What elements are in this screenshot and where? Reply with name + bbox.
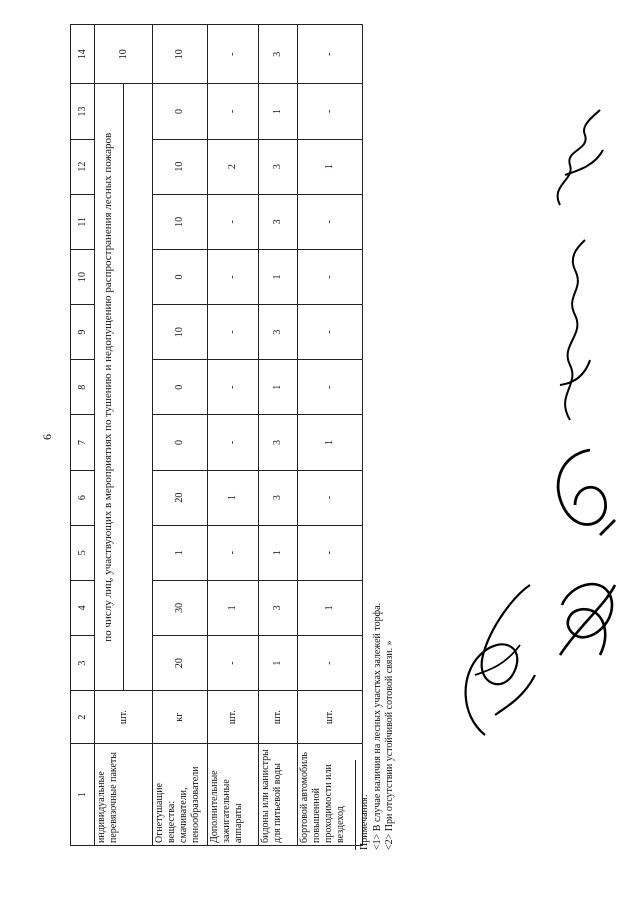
table-cell: 3 — [259, 305, 298, 360]
page-number: 6 — [40, 434, 54, 440]
empty-cell — [124, 84, 153, 691]
table-cell: 10 — [153, 194, 208, 249]
header-cell: 11 — [71, 194, 95, 249]
row-unit: шт. — [259, 691, 298, 744]
table-row — [259, 25, 298, 846]
equipment-table — [70, 24, 363, 846]
table-cell: 3 — [259, 194, 298, 249]
table-cell: 0 — [153, 249, 208, 304]
header-cell: 2 — [71, 691, 95, 744]
notes-title: Примечания: — [359, 794, 370, 850]
table-cell: 3 — [259, 25, 298, 84]
header-cell: 9 — [71, 305, 95, 360]
table-cell: 1 — [259, 525, 298, 580]
table-cell: 0 — [153, 415, 208, 470]
signature-1 — [455, 575, 545, 745]
signature-4 — [540, 235, 600, 425]
row-unit: кг — [153, 691, 208, 744]
header-cell: 5 — [71, 525, 95, 580]
table-cell: - — [208, 415, 259, 470]
table-cell: 3 — [259, 580, 298, 635]
table-cell: - — [208, 249, 259, 304]
table-cell: 1 — [208, 470, 259, 525]
signature-3 — [545, 440, 625, 550]
table-cell: - — [208, 305, 259, 360]
table-cell: 3 — [259, 139, 298, 194]
row-unit: шт. — [95, 691, 153, 744]
table-cell: - — [298, 305, 363, 360]
table-cell: 1 — [298, 415, 363, 470]
table-cell: 1 — [259, 635, 298, 690]
row-name: бортовой автомобиль повышенной проходимости или вездеход — [298, 744, 363, 846]
table-cell: - — [298, 194, 363, 249]
rotated-table-container — [70, 24, 356, 846]
row-name: Огнетушащие вещества: смачиватели, пенообразователи — [153, 744, 208, 846]
table-cell: 10 — [153, 25, 208, 84]
table-cell: 3 — [259, 470, 298, 525]
table-row — [208, 25, 259, 846]
table-cell: 1 — [153, 525, 208, 580]
table-cell: 10 — [153, 305, 208, 360]
row-name: Дополнительные зажигательные аппараты — [208, 744, 259, 846]
table-cell: 30 — [153, 580, 208, 635]
table-cell: - — [298, 25, 363, 84]
table-cell: - — [208, 25, 259, 84]
table-cell: 0 — [153, 360, 208, 415]
notes-divider — [355, 760, 356, 850]
header-row — [71, 25, 95, 846]
row-name: индивидуальные перевязочные пакеты — [95, 744, 153, 846]
signature-5 — [545, 105, 610, 215]
row-unit: шт. — [208, 691, 259, 744]
row-unit: шт. — [298, 691, 363, 744]
header-cell: 7 — [71, 415, 95, 470]
table-row — [153, 25, 208, 846]
table-row — [298, 25, 363, 846]
header-cell: 3 — [71, 635, 95, 690]
table-cell: 1 — [259, 249, 298, 304]
table-cell: 10 — [95, 25, 153, 84]
table-cell: 20 — [153, 635, 208, 690]
table-cell: - — [298, 84, 363, 139]
header-cell: 6 — [71, 470, 95, 525]
table-cell: 2 — [208, 139, 259, 194]
table-cell: - — [208, 635, 259, 690]
table-cell: 1 — [259, 84, 298, 139]
header-cell: 10 — [71, 249, 95, 304]
table-cell: 20 — [153, 470, 208, 525]
note-item: <2> При отсутствии устойчивой сотовой связи. » — [384, 640, 395, 850]
table-cell: 1 — [208, 580, 259, 635]
note-item: <1> В случае наличия на лесных участках залежей торфа. — [371, 602, 383, 850]
header-cell: 1 — [71, 744, 95, 846]
table-cell: - — [208, 360, 259, 415]
table-cell: 10 — [153, 139, 208, 194]
table-cell: - — [208, 194, 259, 249]
table-cell: 1 — [298, 139, 363, 194]
table-cell: - — [298, 635, 363, 690]
table-row — [95, 25, 124, 846]
table-cell: - — [208, 84, 259, 139]
table-cell: - — [208, 525, 259, 580]
table-cell: 3 — [259, 415, 298, 470]
table-cell: 1 — [298, 580, 363, 635]
table-cell: - — [298, 360, 363, 415]
table-cell: 0 — [153, 84, 208, 139]
header-cell: 13 — [71, 84, 95, 139]
section-title: по числу лиц, участвующих в мероприятиях по тушению и недопущению распространения лесных пожаров — [95, 84, 124, 691]
header-cell: 14 — [71, 25, 95, 84]
row-name: бидоны или канистры для питьевой воды — [259, 744, 298, 846]
signature-2 — [550, 565, 625, 675]
header-cell: 4 — [71, 580, 95, 635]
notes — [355, 450, 397, 850]
table-cell: - — [298, 525, 363, 580]
table-cell: - — [298, 249, 363, 304]
header-cell: 8 — [71, 360, 95, 415]
table-cell: 1 — [259, 360, 298, 415]
header-cell: 12 — [71, 139, 95, 194]
table-cell: - — [298, 470, 363, 525]
